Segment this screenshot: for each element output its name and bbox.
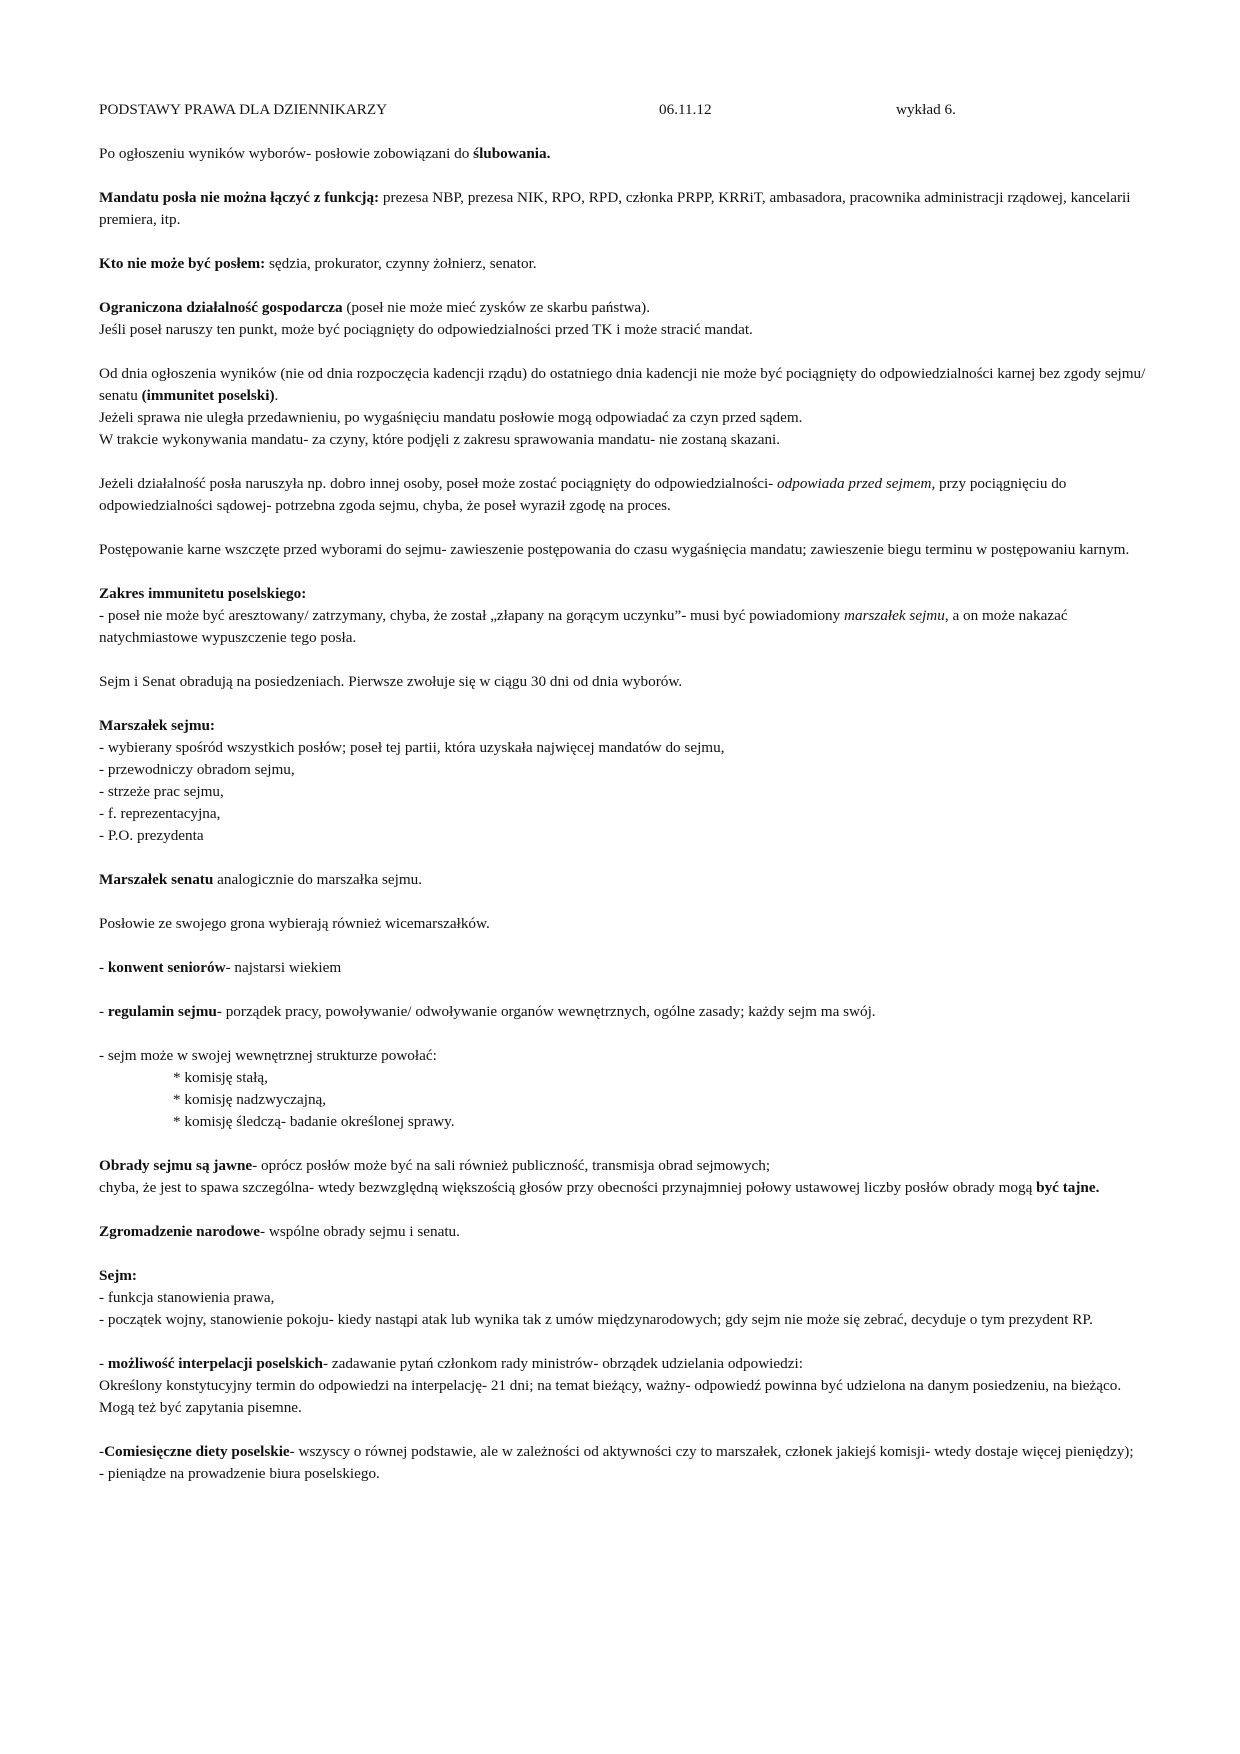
text-line: Jeżeli sprawa nie uległa przedawnieniu, po wygaśnięciu mandatu posłowie mogą odpowiadać za czyn przed sądem. [99, 409, 803, 426]
text: Po ogłoszeniu wyników wyborów- posłowie zobowiązani do [99, 145, 474, 162]
text-line: Określony konstytucyjny termin do odpowiedzi na interpelację- 21 dni; na temat bieżący, ważny- odpowiedź powinna być udzielona na danym posiedzeniu, na bieżąco. [99, 1377, 1122, 1394]
lecture-date: 06.11.12 [659, 101, 712, 118]
list-item: * komisję nadzwyczajną, [173, 1091, 327, 1108]
list-item: - wybierany spośród wszystkich posłów; poseł tej partii, która uzyskała najwięcej mandatów do sejmu, [99, 739, 725, 756]
bold-text: Kto nie może być posłem: [99, 255, 266, 272]
text-line: Jeśli poseł naruszy ten punkt, może być pociągnięty do odpowiedzialności przed TK i może stracić mandat. [99, 321, 753, 338]
document-page [99, 99, 1149, 1507]
paragraph-seniors-convent [99, 957, 1149, 979]
text: - oprócz posłów może być na sali również publiczność, transmisja obrad sejmowych; [252, 1157, 771, 1174]
bold-text: Comiesięczne diety poselskie [104, 1443, 290, 1460]
section-heading: Zakres immunitetu poselskiego: [99, 585, 307, 602]
list-item: - strzeże prac sejmu, [99, 783, 224, 800]
paragraph-oath [99, 143, 1149, 165]
text: analogicznie do marszałka sejmu. [213, 871, 423, 888]
text: Postępowanie karne wszczęte przed wyborami do sejmu- zawieszenie postępowania do czasu wygaśnięcia mandatu; zawieszenie biegu terminu w postępowaniu karnym. [99, 541, 1130, 558]
bold-text: Marszałek senatu [99, 871, 214, 888]
paragraph-responsibility [99, 473, 1149, 517]
paragraph-criminal-proceedings [99, 539, 1149, 561]
text: Posłowie ze swojego grona wybierają również wicemarszałków. [99, 915, 490, 932]
paragraph-rules-of-procedure [99, 1001, 1149, 1023]
paragraph-senate-marshal [99, 869, 1149, 891]
italic-text: marszałek sejmu [844, 607, 945, 624]
text: - porządek pracy, powoływanie/ odwoływanie organów wewnętrznych, ogólne zasady; każdy sejm ma swój. [216, 1003, 876, 1020]
bold-text: (immunitet poselski) [141, 387, 275, 404]
paragraph-business-activity [99, 297, 1149, 341]
italic-text: odpowiada przed sejmem, [777, 475, 936, 492]
paragraph-public-sessions [99, 1155, 1149, 1199]
bold-text: Ograniczona działalność gospodarcza [99, 299, 343, 316]
text: - [99, 1443, 105, 1460]
list-item: * komisję śledczą- badanie określonej sprawy. [173, 1113, 455, 1130]
list-item: - funkcja stanowienia prawa, [99, 1289, 275, 1306]
paragraph-immunity-period [99, 363, 1149, 451]
text-line: - pieniądze na prowadzenie biura poselskiego. [99, 1465, 380, 1482]
text: (poseł nie może mieć zysków ze skarbu państwa). [342, 299, 651, 316]
document-header [99, 99, 1149, 121]
list-item: - P.O. prezydenta [99, 827, 204, 844]
paragraph-sessions [99, 671, 1149, 693]
bold-text: możliwość interpelacji poselskich [107, 1355, 323, 1372]
text: Od dnia ogłoszenia wyników (nie od dnia rozpoczęcia kadencji rządu) do ostatniego dnia kadencji nie może być pociągnięty do odpowiedzialności karnej bez zgody sejmu/ senatu [99, 365, 1146, 404]
section-heading: Marszałek sejmu: [99, 717, 215, 734]
bold-text: konwent seniorów [107, 959, 226, 976]
paragraph-immunity-scope [99, 583, 1149, 649]
list-item: - początek wojny, stanowienie pokoju- kiedy nastąpi atak lub wynika tak z umów międzynarodowych; gdy sejm nie może się zebrać, decyduje o tym prezydent RP. [99, 1311, 1093, 1328]
text: chyba, że jest to spawa szczególna- wtedy bezwzględną większością głosów przy obecności przynajmniej połowy ustawowej liczby posłów obrady mogą [99, 1179, 1037, 1196]
text: Sejm i Senat obradują na posiedzeniach. Pierwsze zwołuje się w ciągu 30 dni od dnia wyborów. [99, 673, 683, 690]
text: sędzia, prokurator, czynny żołnierz, senator. [265, 255, 537, 272]
text: - wspólne obrady sejmu i senatu. [260, 1223, 460, 1240]
text-line: W trakcie wykonywania mandatu- za czyny, które podjęli z zakresu sprawowania mandatu- nie zostaną skazani. [99, 431, 781, 448]
text: - poseł nie może być aresztowany/ zatrzymany, chyba, że został „złapany na gorącym uczynku”- musi być powiadomiony [99, 607, 845, 624]
paragraph-who-cannot [99, 253, 1149, 275]
text-line [99, 1177, 1149, 1199]
lecture-number: wykład 6. [896, 101, 956, 118]
text: - [99, 959, 108, 976]
bold-text: ślubowania. [473, 145, 551, 162]
bold-text: regulamin sejmu [107, 1003, 217, 1020]
text: - najstarsi wiekiem [225, 959, 342, 976]
text: - [99, 1355, 108, 1372]
text: , a on może nakazać natychmiastowe wypuszczenie tego posła. [99, 607, 1068, 646]
text: przy pociągnięciu do odpowiedzialności sądowej- potrzebna zgoda sejmu, chyba, że poseł wyraził zgodę na proces. [99, 475, 1067, 514]
paragraph-sejm-functions [99, 1265, 1149, 1331]
bold-text: Zgromadzenie narodowe [99, 1223, 261, 1240]
text-line: - sejm może w swojej wewnętrznej strukturze powołać: [99, 1047, 437, 1064]
text: prezesa NBP, prezesa NIK, RPO, RPD, członka PRPP, KRRiT, ambasadora, pracownika administracji rządowej, kancelarii premiera, itp. [99, 189, 1131, 228]
course-title: PODSTAWY PRAWA DLA DZIENNIKARZY [99, 101, 388, 118]
paragraph-sejm-marshal [99, 715, 1149, 847]
text: - zadawanie pytań członkom rady ministrów- obrządek udzielania odpowiedzi: [323, 1355, 803, 1372]
text-line: Mogą też być zapytania pisemne. [99, 1399, 302, 1416]
bold-text: Obrady sejmu są jawne [99, 1157, 253, 1174]
paragraph-incompatibility [99, 187, 1149, 231]
paragraph-vice-marshals [99, 913, 1149, 935]
paragraph-national-assembly [99, 1221, 1149, 1243]
bold-text: Mandatu posła nie można łączyć z funkcją: [99, 189, 380, 206]
section-heading: Sejm: [99, 1267, 137, 1284]
paragraph-committees [99, 1045, 1149, 1133]
text: . [274, 387, 279, 404]
text: - wszyscy o równej podstawie, ale w zależności od aktywności czy to marszałek, członek jakiejś komisji- wtedy dostaje więcej pieniędzy); [289, 1443, 1134, 1460]
paragraph-allowances [99, 1441, 1149, 1485]
text: Jeżeli działalność posła naruszyła np. dobro innej osoby, poseł może zostać pociągnięty do odpowiedzialności- [99, 475, 778, 492]
bold-text: być tajne. [1036, 1179, 1100, 1196]
list-item: - przewodniczy obradom sejmu, [99, 761, 295, 778]
list-item: * komisję stałą, [173, 1069, 268, 1086]
list-item: - f. reprezentacyjna, [99, 805, 221, 822]
text: - [99, 1003, 108, 1020]
paragraph-interpellations [99, 1353, 1149, 1419]
